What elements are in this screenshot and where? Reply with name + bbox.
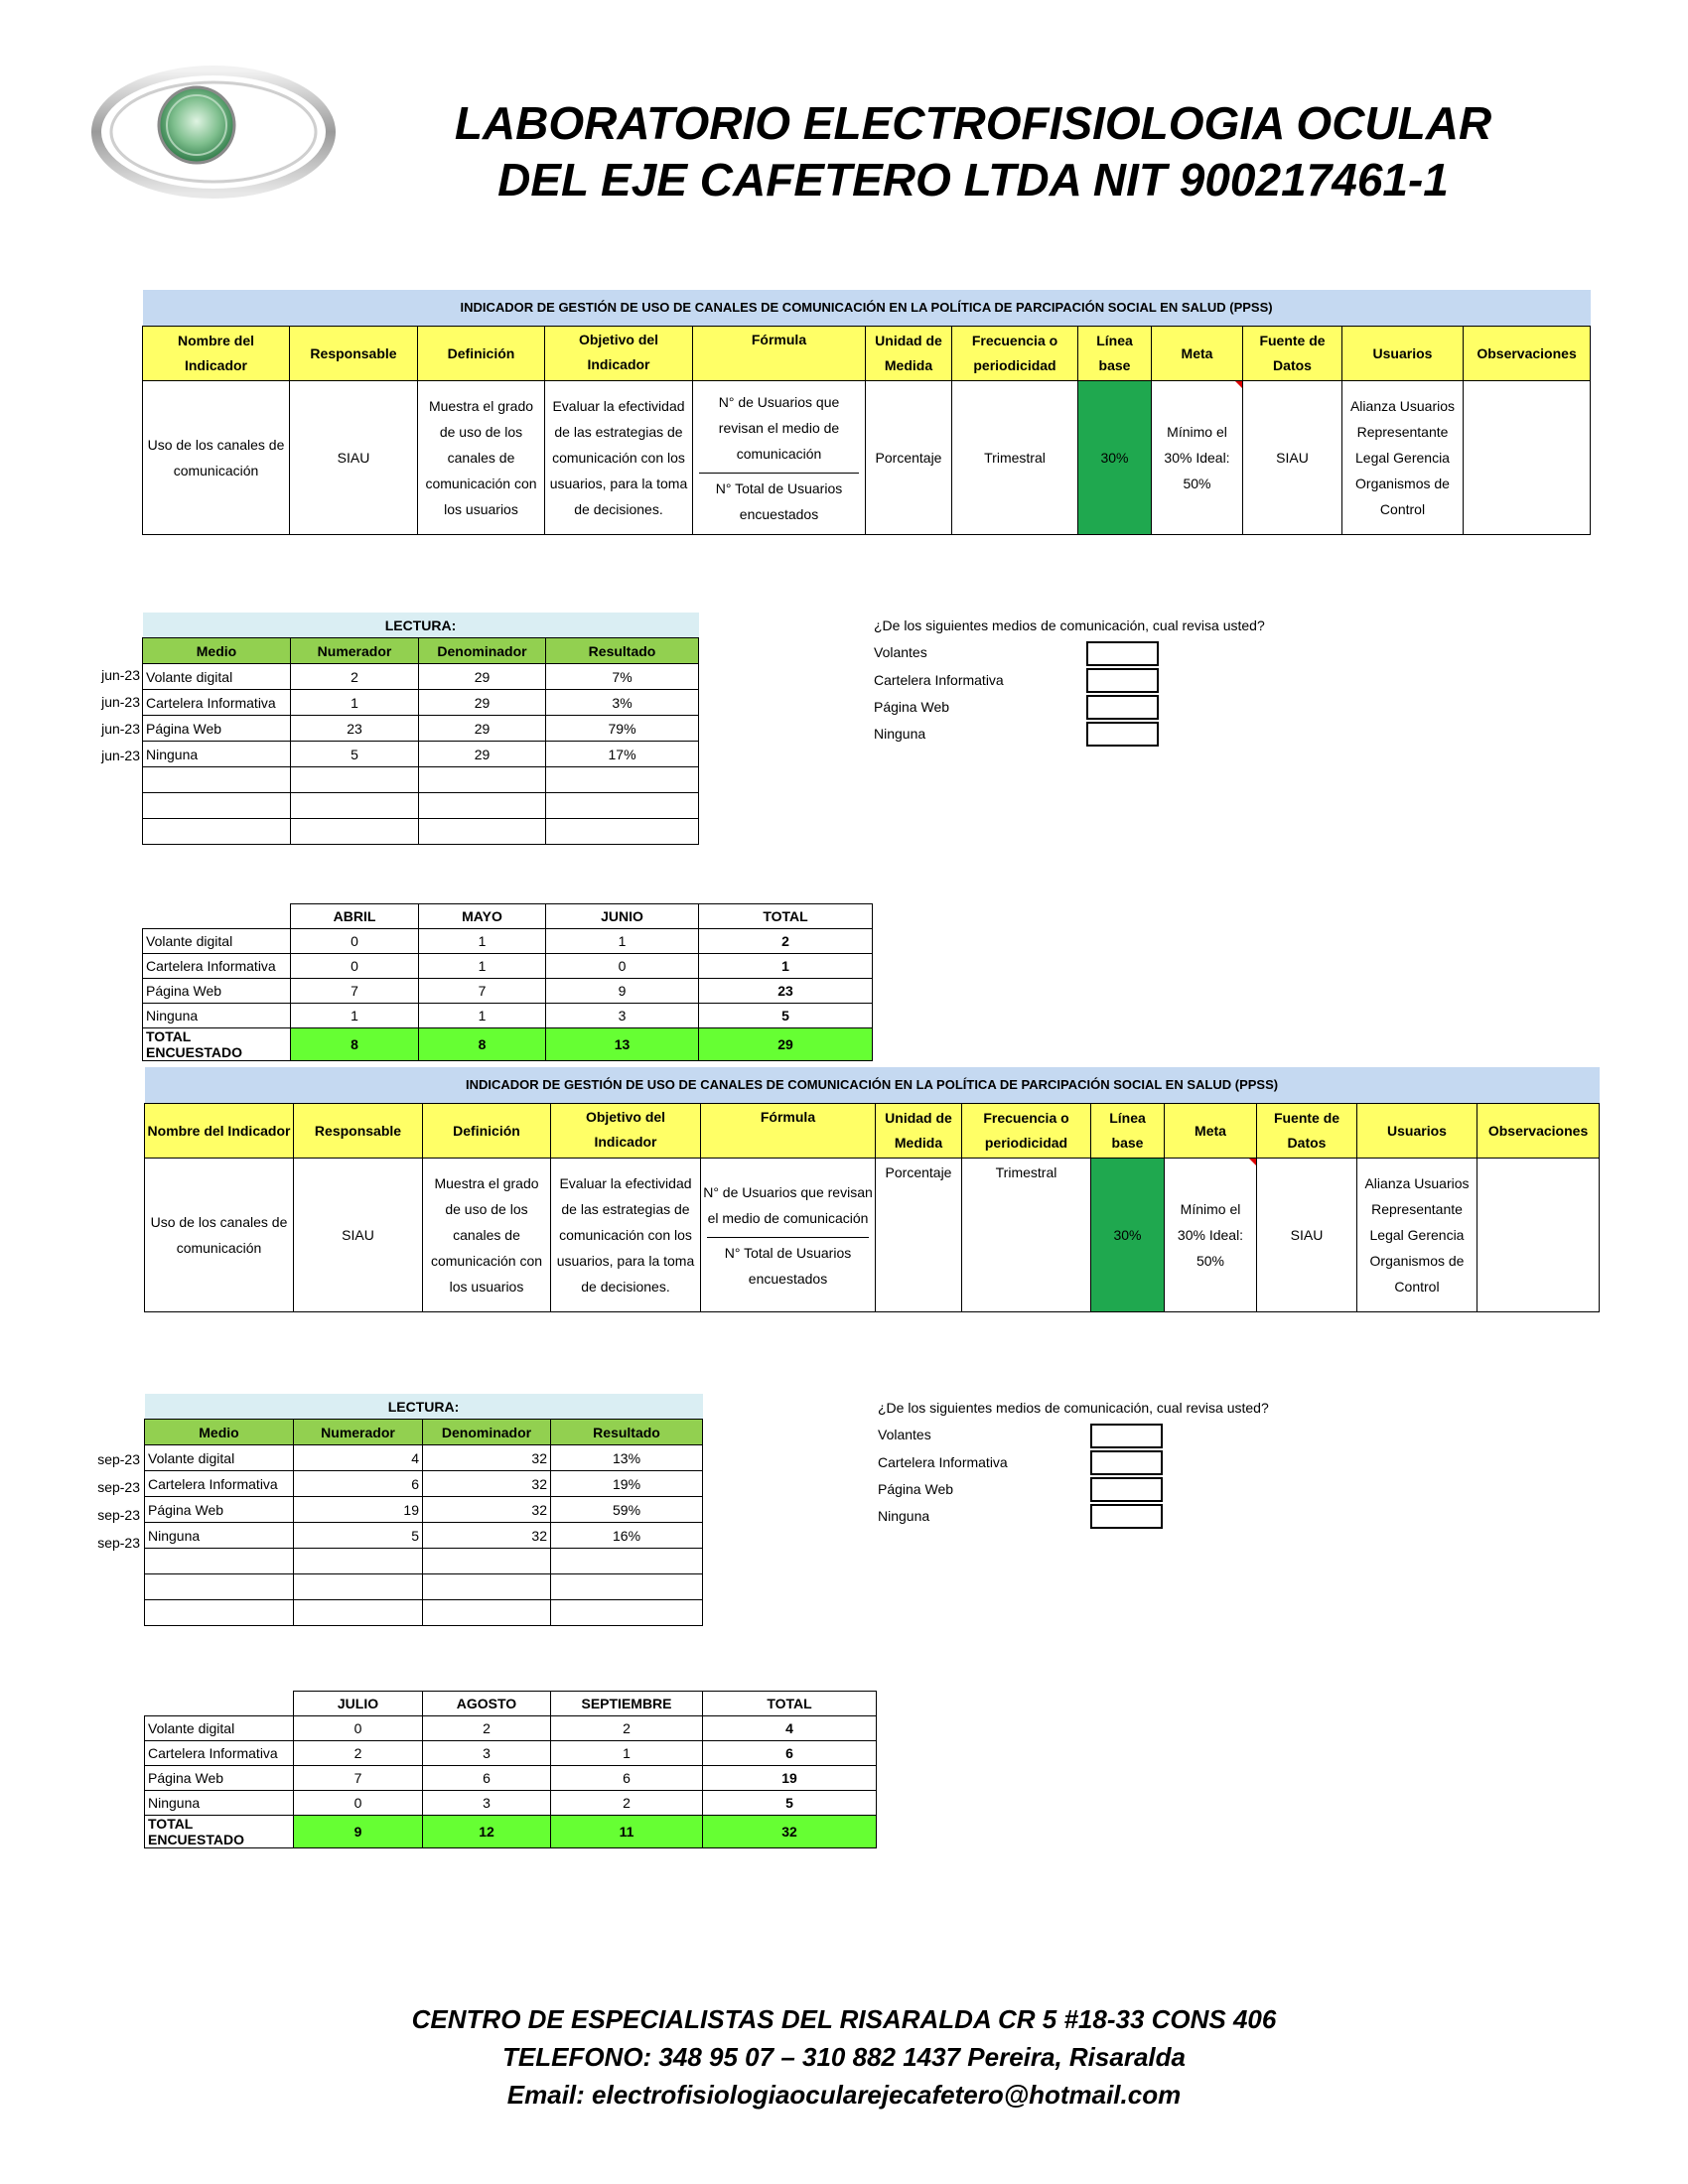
row-date: sep-23 [97, 1535, 140, 1551]
header-nombre: Nombre del Indicador [145, 1104, 294, 1159]
header-fuente: Fuente de Datos [1243, 327, 1342, 381]
cell-total: 6 [703, 1741, 877, 1766]
total-value: 9 [294, 1816, 423, 1848]
cell-usuarios: Alianza Usuarios Representante Legal Gerencia Organismos de Control [1342, 381, 1464, 535]
cell-definicion: Muestra el grado de uso de los canales de comunicación con los usuarios [418, 381, 545, 535]
table-row [145, 1741, 877, 1766]
cell-resultado: 13% [551, 1445, 703, 1471]
cell-medio: Cartelera Informativa [145, 1471, 294, 1497]
cell-nombre: Uso de los canales de comunicación [145, 1159, 294, 1312]
cell-responsable: SIAU [294, 1159, 423, 1312]
cell-usuarios: Alianza Usuarios Representante Legal Gerencia Organismos de Control [1357, 1159, 1477, 1312]
table-row [143, 742, 699, 767]
cell-value: 0 [294, 1716, 423, 1741]
meta-text: Mínimo el 30% Ideal: 50% [1164, 424, 1230, 491]
formula-denominator: N° Total de Usuarios encuestados [724, 1244, 852, 1287]
cell-total: 1 [699, 954, 873, 979]
cell-linea-base: 30% [1078, 381, 1152, 535]
row-label: Volante digital [145, 1716, 294, 1741]
cell-value: 0 [291, 954, 419, 979]
cell-numerador: 19 [294, 1497, 423, 1523]
cell-medio: Página Web [145, 1497, 294, 1523]
cell-fuente: SIAU [1257, 1159, 1357, 1312]
cell-unidad: Porcentaje [866, 381, 952, 535]
header-fuente: Fuente de Datos [1257, 1104, 1357, 1159]
cell-fuente: SIAU [1243, 381, 1342, 535]
cell-numerador: 5 [291, 742, 419, 767]
cell-value: 2 [551, 1716, 703, 1741]
cell-total: 19 [703, 1766, 877, 1791]
cell-value: 1 [291, 1004, 419, 1028]
header-month: JUNIO [546, 904, 699, 929]
comment-marker-icon [1235, 381, 1242, 388]
cell-value: 1 [419, 929, 546, 954]
row-label: Ninguna [143, 1004, 291, 1028]
header-meta: Meta [1152, 327, 1243, 381]
header-nombre: Nombre del Indicador [143, 327, 290, 381]
option-checkbox[interactable] [1090, 1477, 1163, 1502]
cell-value: 3 [546, 1004, 699, 1028]
cell-value: 7 [294, 1766, 423, 1791]
question-text: ¿De los siguientes medios de comunicación, cual revisa usted? [878, 1400, 1269, 1416]
header-denominador: Denominador [423, 1420, 551, 1445]
header-resultado: Resultado [546, 638, 699, 664]
cell-objetivo: Evaluar la efectividad de las estrategias de comunicación con los usuarios, para la toma de decisiones. [545, 381, 693, 535]
header-month: SEPTIEMBRE [551, 1692, 703, 1716]
header-frecuencia: Frecuencia o periodicidad [952, 327, 1078, 381]
cell-denominador: 29 [419, 690, 546, 716]
cell-medio: Volante digital [145, 1445, 294, 1471]
header-medio: Medio [143, 638, 291, 664]
cell-responsable: SIAU [290, 381, 418, 535]
table-row [143, 929, 873, 954]
header-total: TOTAL [699, 904, 873, 929]
table-row [143, 1004, 873, 1028]
formula-divider [699, 473, 859, 474]
table-row [143, 716, 699, 742]
table-row [145, 1716, 877, 1741]
cell-value: 1 [419, 1004, 546, 1028]
total-value: 12 [423, 1816, 551, 1848]
header-frecuencia: Frecuencia o periodicidad [962, 1104, 1091, 1159]
footer-phone: TELEFONO: 348 95 07 – 310 882 1437 Pereira, Risaralda [502, 2042, 1186, 2072]
cell-value: 2 [551, 1791, 703, 1816]
option-checkbox[interactable] [1090, 1424, 1163, 1448]
total-value: 11 [551, 1816, 703, 1848]
cell-value: 3 [423, 1791, 551, 1816]
page-title [427, 95, 1519, 208]
total-value: 13 [546, 1028, 699, 1061]
cell-total: 5 [699, 1004, 873, 1028]
title-line-2: DEL EJE CAFETERO LTDA NIT 900217461-1 [497, 154, 1449, 205]
total-label: TOTAL ENCUESTADO [143, 1028, 291, 1061]
cell-denominador: 32 [423, 1497, 551, 1523]
cell-value: 2 [423, 1716, 551, 1741]
row-date: sep-23 [97, 1479, 140, 1495]
cell-meta [1165, 1159, 1257, 1312]
formula-numerator: N° de Usuarios que revisan el medio de comunicación [703, 1183, 873, 1226]
formula-denominator: N° Total de Usuarios encuestados [715, 479, 843, 522]
option-label: Ninguna [874, 726, 926, 742]
option-checkbox[interactable] [1090, 1450, 1163, 1475]
row-label: Ninguna [145, 1791, 294, 1816]
meta-text: Mínimo el 30% Ideal: 50% [1177, 1201, 1244, 1269]
header-definicion: Definición [423, 1104, 551, 1159]
header-resultado: Resultado [551, 1420, 703, 1445]
cell-numerador: 6 [294, 1471, 423, 1497]
row-label: Página Web [145, 1766, 294, 1791]
survey-question-2 [878, 1400, 1275, 1539]
row-label: Cartelera Informativa [143, 954, 291, 979]
monthly-table-1 [142, 903, 873, 1061]
header-objetivo: Objetivo del Indicador [545, 327, 693, 381]
total-row [145, 1816, 877, 1848]
header-denominador: Denominador [419, 638, 546, 664]
header-medio: Medio [145, 1420, 294, 1445]
option-label: Volantes [874, 644, 927, 660]
cell-numerador: 2 [291, 664, 419, 690]
row-label: Cartelera Informativa [145, 1741, 294, 1766]
total-value: 8 [419, 1028, 546, 1061]
cell-denominador: 29 [419, 664, 546, 690]
header-responsable: Responsable [294, 1104, 423, 1159]
cell-definicion: Muestra el grado de uso de los canales de comunicación con los usuarios [423, 1159, 551, 1312]
table-row [145, 1791, 877, 1816]
cell-resultado: 16% [551, 1523, 703, 1549]
header-unidad: Unidad de Medida [876, 1104, 962, 1159]
cell-value: 1 [546, 929, 699, 954]
cell-resultado: 79% [546, 716, 699, 742]
formula-numerator: N° de Usuarios que revisan el medio de comunicación [718, 393, 840, 462]
header-numerador: Numerador [294, 1420, 423, 1445]
row-label: Página Web [143, 979, 291, 1004]
header-linea-base: Línea base [1091, 1104, 1165, 1159]
row-date: jun-23 [101, 667, 140, 683]
table-row [145, 1445, 703, 1471]
table-row [143, 690, 699, 716]
row-date: sep-23 [97, 1507, 140, 1523]
cell-total: 5 [703, 1791, 877, 1816]
table-row [145, 1523, 703, 1549]
table-row [143, 954, 873, 979]
formula-divider [707, 1237, 869, 1238]
header-numerador: Numerador [291, 638, 419, 664]
cell-linea-base: 30% [1091, 1159, 1165, 1312]
lectura-caption: LECTURA: [143, 613, 699, 638]
header-month: ABRIL [291, 904, 419, 929]
header-observaciones: Observaciones [1477, 1104, 1600, 1159]
cell-unidad: Porcentaje [876, 1159, 962, 1312]
lectura-table-2 [144, 1394, 703, 1626]
empty-row [143, 767, 699, 793]
cell-objetivo: Evaluar la efectividad de las estrategias de comunicación con los usuarios, para la toma de decisiones. [551, 1159, 701, 1312]
empty-row [145, 1574, 703, 1600]
option-checkbox[interactable] [1086, 695, 1159, 720]
option-checkbox[interactable] [1090, 1504, 1163, 1529]
lectura-caption: LECTURA: [145, 1394, 703, 1420]
indicator-table-1 [142, 290, 1591, 535]
page-footer [298, 2000, 1390, 2114]
cell-total: 23 [699, 979, 873, 1004]
title-line-1: LABORATORIO ELECTROFISIOLOGIA OCULAR [454, 97, 1492, 149]
comment-marker-icon [1249, 1159, 1256, 1165]
footer-address: CENTRO DE ESPECIALISTAS DEL RISARALDA CR 5 #18-33 CONS 406 [411, 2004, 1277, 2034]
header-definicion: Definición [418, 327, 545, 381]
indicator-caption: INDICADOR DE GESTIÓN DE USO DE CANALES DE COMUNICACIÓN EN LA POLÍTICA DE PARCIPACIÓN SOCIAL EN SALUD (PPSS) [145, 1067, 1600, 1104]
cell-value: 7 [291, 979, 419, 1004]
header-total: TOTAL [703, 1692, 877, 1716]
table-row [143, 979, 873, 1004]
cell-medio: Ninguna [145, 1523, 294, 1549]
cell-value: 3 [423, 1741, 551, 1766]
option-label: Página Web [878, 1481, 954, 1497]
row-date: jun-23 [101, 694, 140, 710]
cell-formula [693, 381, 866, 535]
cell-resultado: 3% [546, 690, 699, 716]
eye-logo [89, 58, 338, 206]
header-formula: Fórmula [693, 327, 866, 381]
total-row [143, 1028, 873, 1061]
indicator-caption: INDICADOR DE GESTIÓN DE USO DE CANALES DE COMUNICACIÓN EN LA POLÍTICA DE PARCIPACIÓN SOCIAL EN SALUD (PPSS) [143, 290, 1591, 327]
option-label: Volantes [878, 1427, 931, 1442]
cell-resultado: 17% [546, 742, 699, 767]
empty-row [145, 1600, 703, 1626]
cell-medio: Página Web [143, 716, 291, 742]
cell-value: 1 [419, 954, 546, 979]
cell-value: 0 [294, 1791, 423, 1816]
monthly-table-2 [144, 1691, 877, 1848]
cell-medio: Ninguna [143, 742, 291, 767]
header-month: JULIO [294, 1692, 423, 1716]
header-linea-base: Línea base [1078, 327, 1152, 381]
cell-denominador: 29 [419, 742, 546, 767]
total-value: 29 [699, 1028, 873, 1061]
cell-numerador: 1 [291, 690, 419, 716]
row-date: sep-23 [97, 1451, 140, 1467]
cell-value: 7 [419, 979, 546, 1004]
row-label: Volante digital [143, 929, 291, 954]
cell-meta [1152, 381, 1243, 535]
header-formula: Fórmula [701, 1104, 876, 1159]
header-objetivo: Objetivo del Indicador [551, 1104, 701, 1159]
cell-value: 9 [546, 979, 699, 1004]
cell-total: 4 [703, 1716, 877, 1741]
cell-numerador: 5 [294, 1523, 423, 1549]
indicator-table-2 [144, 1067, 1600, 1312]
cell-denominador: 32 [423, 1445, 551, 1471]
header-responsable: Responsable [290, 327, 418, 381]
cell-observaciones [1477, 1159, 1600, 1312]
option-label: Cartelera Informativa [874, 672, 1004, 688]
question-text: ¿De los siguientes medios de comunicación, cual revisa usted? [874, 617, 1265, 633]
cell-formula [701, 1159, 876, 1312]
footer-email: Email: electrofisiologiaocularejecafetero@hotmail.com [506, 2080, 1182, 2110]
header-month: AGOSTO [423, 1692, 551, 1716]
row-date: jun-23 [101, 748, 140, 763]
cell-value: 6 [423, 1766, 551, 1791]
table-row [145, 1471, 703, 1497]
total-label: TOTAL ENCUESTADO [145, 1816, 294, 1848]
cell-value: 0 [546, 954, 699, 979]
cell-resultado: 19% [551, 1471, 703, 1497]
cell-total: 2 [699, 929, 873, 954]
cell-value: 0 [291, 929, 419, 954]
option-label: Página Web [874, 699, 950, 715]
cell-value: 6 [551, 1766, 703, 1791]
cell-resultado: 7% [546, 664, 699, 690]
header-month: MAYO [419, 904, 546, 929]
cell-nombre: Uso de los canales de comunicación [143, 381, 290, 535]
option-checkbox[interactable] [1086, 668, 1159, 693]
cell-denominador: 32 [423, 1523, 551, 1549]
cell-resultado: 59% [551, 1497, 703, 1523]
option-checkbox[interactable] [1086, 722, 1159, 747]
option-label: Ninguna [878, 1508, 930, 1524]
cell-value: 2 [294, 1741, 423, 1766]
cell-frecuencia: Trimestral [952, 381, 1078, 535]
cell-medio: Cartelera Informativa [143, 690, 291, 716]
cell-denominador: 29 [419, 716, 546, 742]
option-checkbox[interactable] [1086, 641, 1159, 666]
cell-value: 1 [551, 1741, 703, 1766]
empty-row [145, 1549, 703, 1574]
table-row [145, 1766, 877, 1791]
cell-medio: Volante digital [143, 664, 291, 690]
row-date: jun-23 [101, 721, 140, 737]
table-row [143, 664, 699, 690]
empty-row [143, 793, 699, 819]
total-value: 32 [703, 1816, 877, 1848]
cell-numerador: 23 [291, 716, 419, 742]
header-usuarios: Usuarios [1357, 1104, 1477, 1159]
empty-row [143, 819, 699, 845]
total-value: 8 [291, 1028, 419, 1061]
survey-question-1 [874, 617, 1271, 756]
cell-numerador: 4 [294, 1445, 423, 1471]
cell-denominador: 32 [423, 1471, 551, 1497]
header-unidad: Unidad de Medida [866, 327, 952, 381]
header-meta: Meta [1165, 1104, 1257, 1159]
cell-observaciones [1464, 381, 1591, 535]
table-row [145, 1497, 703, 1523]
header-usuarios: Usuarios [1342, 327, 1464, 381]
lectura-table-1 [142, 613, 699, 845]
header-observaciones: Observaciones [1464, 327, 1591, 381]
cell-frecuencia: Trimestral [962, 1159, 1091, 1312]
option-label: Cartelera Informativa [878, 1454, 1008, 1470]
